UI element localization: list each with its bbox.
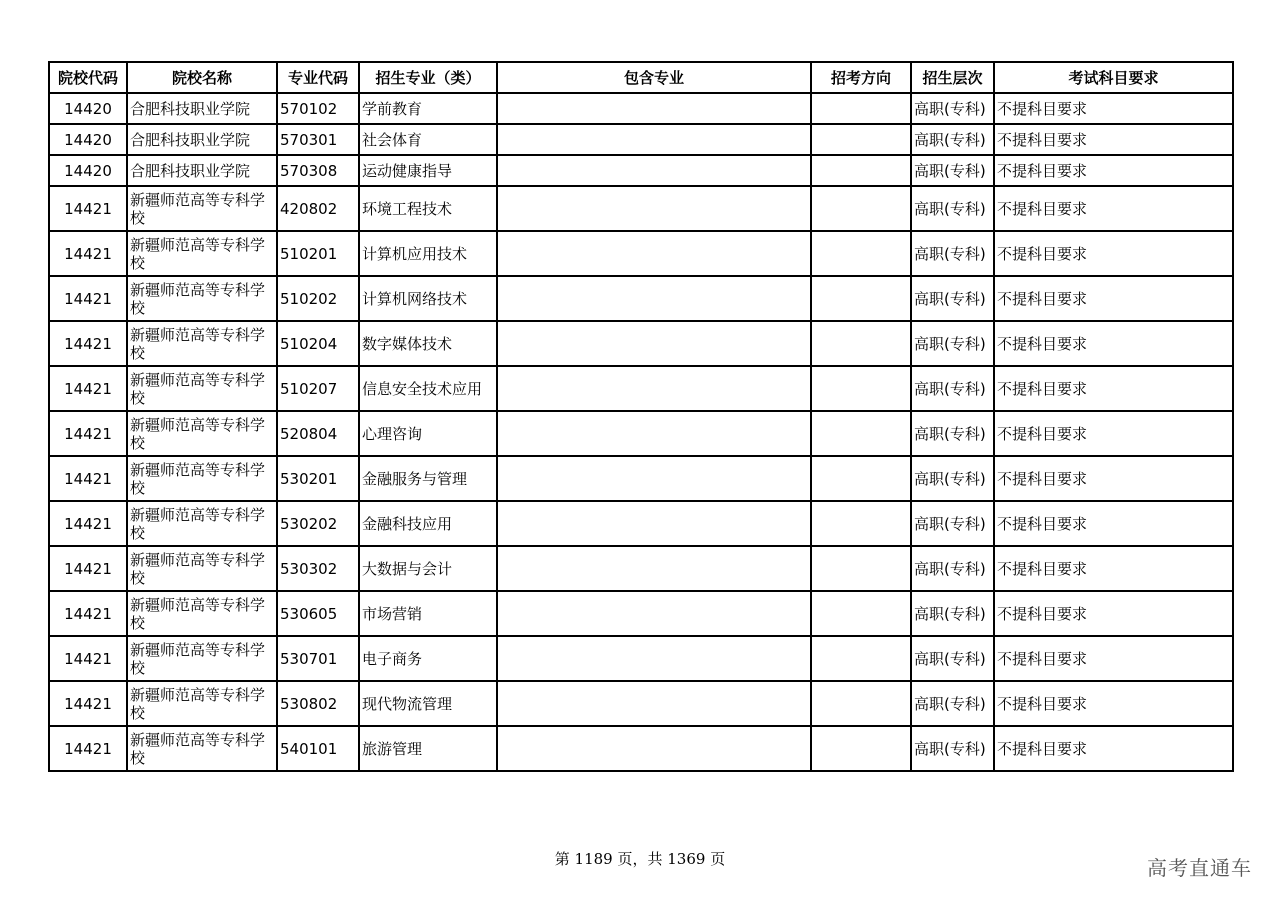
- cell-requirement: 不提科目要求: [994, 93, 1233, 124]
- cell-included-majors: [497, 276, 811, 321]
- cell-level: 高职(专科): [911, 636, 994, 681]
- table-row: [49, 681, 1233, 726]
- cell-direction: [811, 636, 911, 681]
- header-school-name: 院校名称: [127, 62, 277, 93]
- cell-direction: [811, 186, 911, 231]
- watermark-logo-text: 高考直通车: [1147, 856, 1252, 880]
- cell-major-code: 510201: [277, 231, 359, 276]
- cell-school-code: 14421: [49, 546, 127, 591]
- cell-included-majors: [497, 456, 811, 501]
- cell-direction: [811, 276, 911, 321]
- cell-included-majors: [497, 93, 811, 124]
- cell-level: 高职(专科): [911, 366, 994, 411]
- cell-major: 计算机应用技术: [359, 231, 497, 276]
- cell-major-code: 540101: [277, 726, 359, 771]
- header-major-code: 专业代码: [277, 62, 359, 93]
- cell-included-majors: [497, 366, 811, 411]
- cell-level: 高职(专科): [911, 411, 994, 456]
- cell-school-code: 14421: [49, 681, 127, 726]
- cell-included-majors: [497, 155, 811, 186]
- table-row: [49, 366, 1233, 411]
- cell-included-majors: [497, 546, 811, 591]
- cell-major: 心理咨询: [359, 411, 497, 456]
- cell-requirement: 不提科目要求: [994, 726, 1233, 771]
- cell-school-name: 新疆师范高等专科学校: [127, 726, 277, 771]
- cell-school-name: 新疆师范高等专科学校: [127, 681, 277, 726]
- table-row: [49, 726, 1233, 771]
- cell-major-code: 530302: [277, 546, 359, 591]
- cell-school-name: 新疆师范高等专科学校: [127, 231, 277, 276]
- cell-major-code: 420802: [277, 186, 359, 231]
- cell-included-majors: [497, 231, 811, 276]
- cell-requirement: 不提科目要求: [994, 321, 1233, 366]
- cell-school-name: 合肥科技职业学院: [127, 155, 277, 186]
- cell-major: 电子商务: [359, 636, 497, 681]
- table-row: [49, 186, 1233, 231]
- cell-major-code: 530202: [277, 501, 359, 546]
- cell-level: 高职(专科): [911, 155, 994, 186]
- table-row: [49, 591, 1233, 636]
- cell-direction: [811, 681, 911, 726]
- header-school-code: 院校代码: [49, 62, 127, 93]
- table-row: [49, 93, 1233, 124]
- cell-level: 高职(专科): [911, 93, 994, 124]
- cell-school-name: 新疆师范高等专科学校: [127, 636, 277, 681]
- cell-major: 社会体育: [359, 124, 497, 155]
- cell-requirement: 不提科目要求: [994, 124, 1233, 155]
- cell-school-name: 新疆师范高等专科学校: [127, 276, 277, 321]
- admission-table: [48, 61, 1234, 772]
- cell-major: 市场营销: [359, 591, 497, 636]
- cell-major-code: 510204: [277, 321, 359, 366]
- cell-direction: [811, 501, 911, 546]
- cell-school-code: 14421: [49, 456, 127, 501]
- cell-direction: [811, 231, 911, 276]
- header-included-majors: 包含专业: [497, 62, 811, 93]
- header-direction: 招考方向: [811, 62, 911, 93]
- cell-included-majors: [497, 411, 811, 456]
- cell-direction: [811, 456, 911, 501]
- cell-requirement: 不提科目要求: [994, 411, 1233, 456]
- cell-school-name: 新疆师范高等专科学校: [127, 501, 277, 546]
- cell-requirement: 不提科目要求: [994, 636, 1233, 681]
- cell-requirement: 不提科目要求: [994, 546, 1233, 591]
- cell-school-code: 14421: [49, 501, 127, 546]
- cell-direction: [811, 366, 911, 411]
- cell-requirement: 不提科目要求: [994, 501, 1233, 546]
- cell-included-majors: [497, 124, 811, 155]
- cell-level: 高职(专科): [911, 591, 994, 636]
- cell-school-code: 14420: [49, 124, 127, 155]
- cell-direction: [811, 124, 911, 155]
- cell-school-name: 新疆师范高等专科学校: [127, 411, 277, 456]
- cell-included-majors: [497, 321, 811, 366]
- cell-major: 计算机网络技术: [359, 276, 497, 321]
- cell-school-code: 14421: [49, 366, 127, 411]
- cell-requirement: 不提科目要求: [994, 681, 1233, 726]
- cell-school-code: 14421: [49, 276, 127, 321]
- cell-major: 金融科技应用: [359, 501, 497, 546]
- cell-included-majors: [497, 681, 811, 726]
- cell-requirement: 不提科目要求: [994, 155, 1233, 186]
- table-row: [49, 124, 1233, 155]
- table-row: [49, 321, 1233, 366]
- page-number: 第 1189 页，共 1369 页: [554, 850, 726, 868]
- cell-direction: [811, 155, 911, 186]
- table-row: [49, 501, 1233, 546]
- cell-school-code: 14421: [49, 411, 127, 456]
- cell-major-code: 530201: [277, 456, 359, 501]
- header-level: 招生层次: [911, 62, 994, 93]
- cell-major: 运动健康指导: [359, 155, 497, 186]
- cell-major-code: 570308: [277, 155, 359, 186]
- cell-school-code: 14421: [49, 636, 127, 681]
- cell-level: 高职(专科): [911, 546, 994, 591]
- table-body: [49, 93, 1233, 771]
- cell-school-name: 新疆师范高等专科学校: [127, 186, 277, 231]
- cell-included-majors: [497, 726, 811, 771]
- cell-school-code: 14421: [49, 231, 127, 276]
- cell-major: 信息安全技术应用: [359, 366, 497, 411]
- cell-level: 高职(专科): [911, 231, 994, 276]
- cell-school-code: 14421: [49, 726, 127, 771]
- cell-direction: [811, 546, 911, 591]
- cell-level: 高职(专科): [911, 186, 994, 231]
- cell-school-name: 新疆师范高等专科学校: [127, 366, 277, 411]
- cell-requirement: 不提科目要求: [994, 276, 1233, 321]
- table-row: [49, 456, 1233, 501]
- cell-major: 旅游管理: [359, 726, 497, 771]
- cell-direction: [811, 93, 911, 124]
- cell-school-name: 新疆师范高等专科学校: [127, 591, 277, 636]
- cell-direction: [811, 726, 911, 771]
- cell-included-majors: [497, 636, 811, 681]
- cell-school-name: 新疆师范高等专科学校: [127, 456, 277, 501]
- cell-direction: [811, 321, 911, 366]
- cell-level: 高职(专科): [911, 276, 994, 321]
- table-row: [49, 411, 1233, 456]
- admission-table-container: [48, 61, 1232, 772]
- cell-school-code: 14421: [49, 591, 127, 636]
- cell-major-code: 530802: [277, 681, 359, 726]
- cell-school-name: 合肥科技职业学院: [127, 93, 277, 124]
- cell-major: 学前教育: [359, 93, 497, 124]
- cell-requirement: 不提科目要求: [994, 366, 1233, 411]
- cell-major: 大数据与会计: [359, 546, 497, 591]
- cell-school-code: 14420: [49, 93, 127, 124]
- cell-major-code: 530701: [277, 636, 359, 681]
- cell-school-code: 14421: [49, 321, 127, 366]
- cell-direction: [811, 591, 911, 636]
- cell-included-majors: [497, 591, 811, 636]
- cell-included-majors: [497, 501, 811, 546]
- table-row: [49, 231, 1233, 276]
- cell-major: 数字媒体技术: [359, 321, 497, 366]
- cell-requirement: 不提科目要求: [994, 231, 1233, 276]
- cell-direction: [811, 411, 911, 456]
- cell-school-name: 新疆师范高等专科学校: [127, 321, 277, 366]
- table-row: [49, 636, 1233, 681]
- cell-major-code: 520804: [277, 411, 359, 456]
- table-row: [49, 276, 1233, 321]
- cell-requirement: 不提科目要求: [994, 456, 1233, 501]
- table-row: [49, 155, 1233, 186]
- cell-school-code: 14420: [49, 155, 127, 186]
- cell-major-code: 570102: [277, 93, 359, 124]
- table-row: [49, 546, 1233, 591]
- cell-major-code: 510207: [277, 366, 359, 411]
- cell-level: 高职(专科): [911, 456, 994, 501]
- cell-included-majors: [497, 186, 811, 231]
- cell-level: 高职(专科): [911, 321, 994, 366]
- cell-school-name: 合肥科技职业学院: [127, 124, 277, 155]
- cell-major: 环境工程技术: [359, 186, 497, 231]
- cell-requirement: 不提科目要求: [994, 186, 1233, 231]
- cell-major: 金融服务与管理: [359, 456, 497, 501]
- cell-level: 高职(专科): [911, 726, 994, 771]
- table-header-row: [49, 62, 1233, 93]
- cell-requirement: 不提科目要求: [994, 591, 1233, 636]
- header-major: 招生专业（类）: [359, 62, 497, 93]
- cell-level: 高职(专科): [911, 681, 994, 726]
- cell-school-code: 14421: [49, 186, 127, 231]
- cell-level: 高职(专科): [911, 501, 994, 546]
- cell-major-code: 570301: [277, 124, 359, 155]
- cell-major-code: 510202: [277, 276, 359, 321]
- cell-school-name: 新疆师范高等专科学校: [127, 546, 277, 591]
- cell-major: 现代物流管理: [359, 681, 497, 726]
- cell-level: 高职(专科): [911, 124, 994, 155]
- cell-major-code: 530605: [277, 591, 359, 636]
- header-requirement: 考试科目要求: [994, 62, 1233, 93]
